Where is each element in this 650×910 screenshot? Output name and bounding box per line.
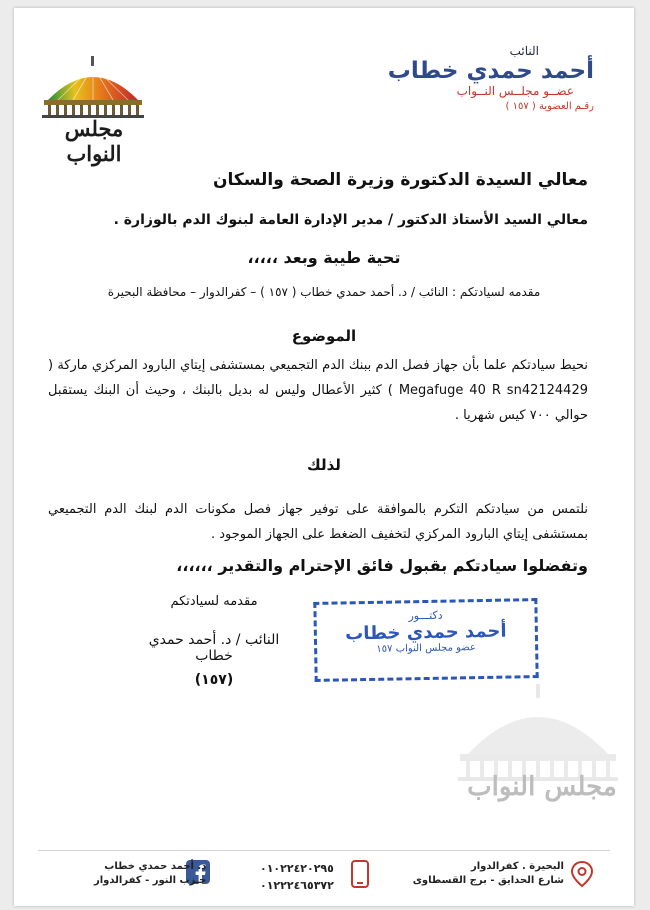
addressee-director: معالي السيد الأستاذ الدكتور / مدير الإدارة العامة لبنوك الدم بالوزارة . [113, 212, 588, 228]
footer-divider [38, 850, 610, 851]
footer-phone-2[interactable]: ٠١٢٢٢٤٦٥٣٧٢ [260, 879, 334, 892]
mobile-phone-icon [350, 860, 370, 888]
stamp-name: أحمد حمدي خطاب [344, 620, 507, 645]
watermark-wordmark: مجلس النواب [467, 772, 617, 802]
intro-line: مقدمه لسيادتكم : النائب / د. أحمد حمدي خطاب ( ١٥٧ ) – كفرالدوار – محافظة البحيرة [107, 285, 541, 299]
request-paragraph: نلتمس من سيادتكم التكرم بالموافقة على توفير جهاز فصل مكونات الدم لبنك الدم التجميعي بمستشفى إيتاي البارود المركزي لتخفيف الضغط على الجهاز الموجود . [48, 502, 588, 542]
closing-line: وتفضلوا سيادتكم بقبول فائق الإحترام والتقدير ،،،،،، [176, 556, 588, 575]
subject-paragraph: نحيط سيادتكم علما بأن جهاز فصل الدم ببنك الدم التجميعي بمستشفى إيتاي البارود المركزي ماركة ( Megafuge 40 R sn42124429 ) كثير الأعطال وليس له بديل بالبنك ، وحيث أن البنك يستقبل حوالي ٧٠٠ كيس شهريا . [48, 358, 588, 423]
signature-presented: مقدمه لسيادتكم [170, 594, 258, 609]
footer-address-line-2: شارع الحدايق - برج القسطاوى [412, 875, 564, 886]
greeting: تحية طيبة وبعد ،،،،، [247, 248, 401, 267]
signature-number: (١٥٧) [194, 672, 234, 688]
footer-facebook-party: حـزب النور - كفرالدوار [94, 875, 207, 886]
letterhead-name: أحمد حمدي خطاب [387, 58, 594, 84]
letterhead [374, 44, 594, 112]
footer-facebook [94, 860, 206, 888]
letterhead-membership-number: رقـم العضوية ( ١٥٧ ) [505, 101, 594, 112]
footer-address-line-1: البحيرة . كفرالدوار [470, 861, 564, 872]
subject-heading: الموضوع [291, 327, 357, 345]
letterhead-title: النائب [509, 44, 539, 58]
stamp-title: دكتـــور [408, 608, 443, 623]
logo-wordmark: مجلس النواب [64, 116, 124, 166]
footer-phone-1[interactable]: ٠١٠٢٢٤٢٠٢٩٥ [260, 862, 334, 875]
footer-facebook-name[interactable]: د. أحمد حمدي خطاب [104, 861, 207, 872]
location-pin-icon [570, 860, 594, 888]
signature-name: النائب / د. أحمد حمدي خطاب [148, 632, 280, 664]
watermark-dome [450, 684, 626, 834]
letter-page [14, 8, 634, 906]
therefore-heading: لذلك [307, 456, 341, 474]
addressee-minister: معالي السيدة الدكتورة وزيرة الصحة والسكان [212, 170, 588, 190]
stamp-subtitle: عضو مجلس النواب ١٥٧ [376, 642, 477, 655]
footer-address [413, 860, 564, 888]
official-stamp [313, 598, 538, 682]
footer-phones [260, 860, 334, 894]
letterhead-member: عضــو مجلــس النــواب [456, 84, 574, 98]
